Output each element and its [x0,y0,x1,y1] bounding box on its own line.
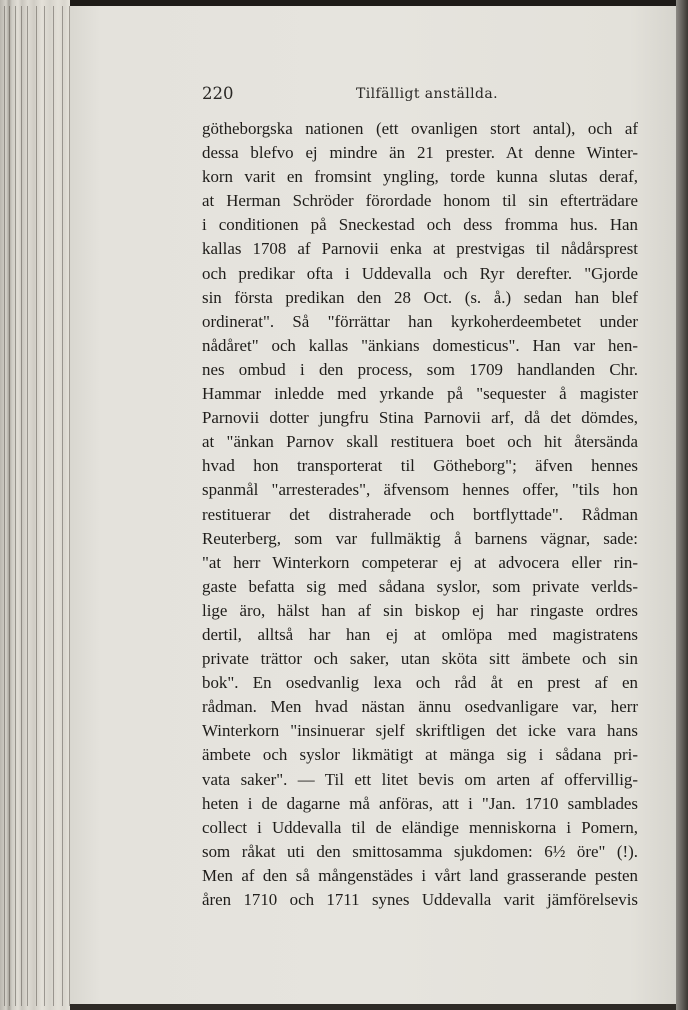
text-line: rådman. Men hvad nästan ännu osedvanligare var, herr [202,697,638,717]
text-line: Men af den så mångenstädes i vårt land grasserande pesten [202,865,638,885]
body-text [202,117,638,912]
text-line: at Herman Schröder förordade honom til sin efterträdare [202,191,638,211]
text-line: hvad hon transporterat til Götheborg"; äfven hennes [202,456,638,476]
page-edge-line [9,6,10,1006]
page-edge-line [44,6,45,1006]
text-line: restituerar det distraherade och bortflyttade". Rådman [202,504,638,524]
page-edge-line [53,6,54,1006]
book-spine-page-edges [0,0,70,1010]
text-line: ordinerat". Så "förrättar han kyrkoherdeembetet under [202,311,638,331]
text-line: bok". En osedvanlig lexa och råd åt en prest af en [202,673,638,693]
text-line: Hammar inledde med yrkande på "sequester å magister [202,384,638,404]
text-line: götheborgska nationen (ett ovanligen stort antal), och af [202,119,638,138]
page-edge-line [62,6,63,1006]
text-line: Parnovii dotter jungfru Stina Parnovii arf, då det dömdes, [202,408,638,428]
page-edge-line [15,6,16,1006]
text-line: dessa blefvo ej mindre än 21 prester. At denne Winter- [202,143,638,163]
page-edge-line [4,6,5,1006]
text-line: åren 1710 och 1711 synes Uddevalla varit jämförelsevis [202,890,638,909]
text-line: korn varit en fromsint yngling, torde kunna slutas deraf, [202,167,638,187]
text-line: lige äro, hälst han af sin biskop ej har ringaste ordres [202,600,638,620]
text-line: gaste befatta sig med sådana syslor, som private verlds- [202,576,638,596]
text-line: Winterkorn "insinuerar sjelf skriftligen det icke vara hans [202,721,638,741]
text-line: nes ombud i den process, som 1709 handlanden Chr. [202,359,638,379]
text-line: private trättor och saker, utan sköta sitt ämbete och sin [202,649,638,669]
text-line: at "änkan Parnov skall restituera boet och hit återsända [202,432,638,452]
text-line: som råkat uti den smittosamma sjukdomen: 6½ öre" (!). [202,841,638,861]
text-line: dertil, alltså har han ej at omlöpa med magistratens [202,624,638,644]
text-line: i conditionen på Sneckestad och dess fromma hus. Han [202,215,638,235]
text-line: heten i de dagarne må anföras, att i "Jan. 1710 samblades [202,793,638,813]
right-edge-shadow [676,0,688,1010]
text-line: nådåret" och kallas "änkians domesticus". Han var hen- [202,335,638,355]
text-line: "at herr Winterkorn competerar ej at advocera eller rin- [202,552,638,572]
text-line: Reuterberg, som var fullmäktig å barnens vägnar, sade: [202,528,638,548]
running-head: Tilfälligt anställda. [356,86,498,102]
page-header [202,84,638,108]
text-line: sin första predikan den 28 Oct. (s. å.) sedan han blef [202,287,638,307]
page-edge-line [21,6,22,1006]
page-edge-line [27,6,28,1006]
text-line: och predikar ofta i Uddevalla och Ryr derefter. "Gjorde [202,263,638,283]
text-line: spanmål "arresterades", äfvensom hennes offer, "tils hon [202,480,638,500]
page-edge-line [36,6,37,1006]
text-line: collect i Uddevalla til de eländige menniskorna i Pomern, [202,817,638,837]
page-number: 220 [202,84,234,103]
text-line: kallas 1708 af Parnovii enka at prestvigas til nådårsprest [202,239,638,259]
text-line: vata saker". — Til ett litet bevis om arten af offervillig- [202,769,638,789]
text-line: ämbete och syslor likmätigt at mänga sig i sådana pri- [202,745,638,765]
